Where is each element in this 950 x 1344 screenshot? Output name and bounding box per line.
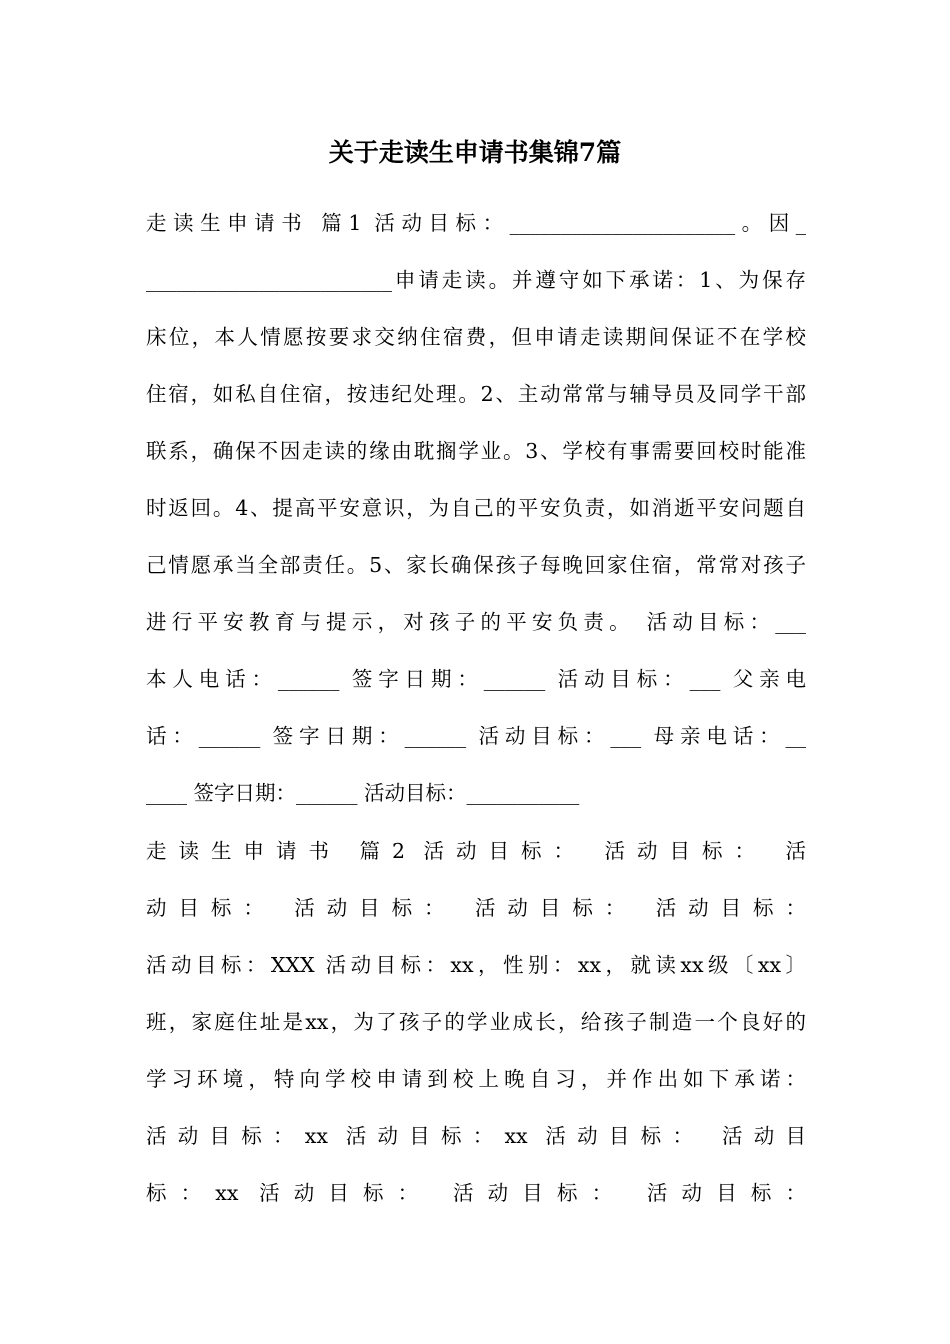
text-line-8: 进行平安教育与提示，对孩子的平安负责。 活动目标：___ — [146, 610, 806, 634]
text-line-4: 住宿，如私自住宿，按违纪处理。2、主动常常与辅导员及同学干部 — [146, 382, 806, 406]
text-line-12: 走读生申请书 篇2 活动目标： 活动目标： 活 — [146, 839, 806, 863]
text-line-5: 联系，确保不因走读的缘由耽搁学业。3、学校有事需要回校时能准 — [146, 439, 806, 463]
text-line-16: 学习环境，特向学校申请到校上晚自习，并作出如下承诺： — [146, 1067, 806, 1091]
text-line-6: 时返回。4、提高平安意识，为自己的平安负责，如消逝平安问题自 — [146, 496, 806, 520]
text-line-10: 话：______ 签字日期：______ 活动目标：___ 母亲电话：__ — [146, 724, 806, 748]
text-line-15: 班，家庭住址是xx，为了孩子的学业成长，给孩子制造一个良好的 — [146, 1010, 806, 1034]
text-line-11: ____ 签字日期：______ 活动目标：___________ — [146, 781, 580, 805]
text-line-1: 走读生申请书 篇1 活动目标：______________________。因_ — [146, 211, 806, 235]
text-line-2: ________________________申请走读。并遵守如下承诺：1、为保存 — [146, 268, 806, 292]
text-line-7: 己情愿承当全部责任。5、家长确保孩子每晚回家住宿，常常对孩子 — [146, 553, 806, 577]
text-line-18: 标：xx 活动目标： 活动目标： 活动目标： — [146, 1181, 806, 1205]
text-line-14: 活动目标：XXX 活动目标：xx，性别：xx，就读xx级〔xx〕 — [146, 953, 806, 977]
text-line-13: 动目标： 活动目标： 活动目标： 活动目标： — [146, 896, 806, 920]
document-title: 关于走读生申请书集锦7篇 — [328, 138, 622, 167]
text-line-17: 活动目标：xx 活动目标：xx 活动目标： 活动目 — [146, 1124, 806, 1148]
text-line-3: 床位，本人情愿按要求交纳住宿费，但申请走读期间保证不在学校 — [146, 325, 806, 349]
text-line-9: 本人电话：______ 签字日期：______ 活动目标：___ 父亲电 — [146, 667, 806, 691]
